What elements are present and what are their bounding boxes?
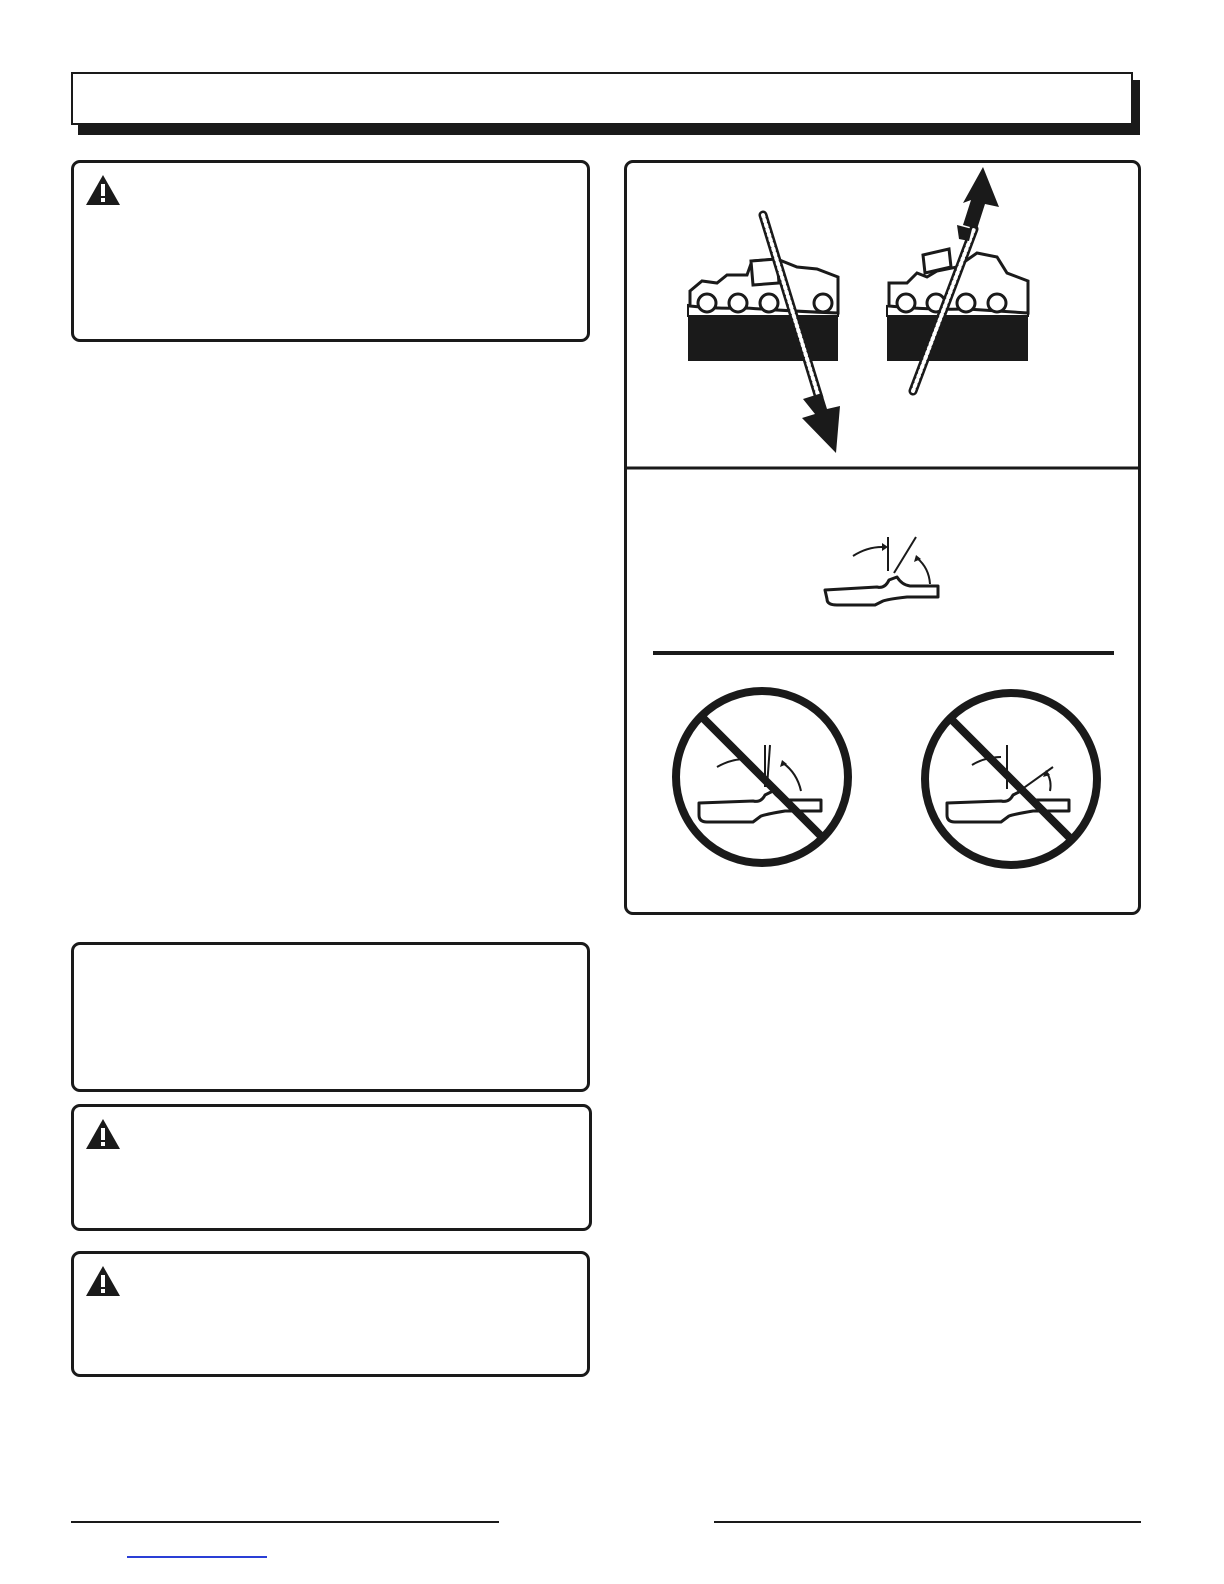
warning-box-lower: [71, 1251, 590, 1377]
chain-file-down-illustration: [688, 215, 840, 453]
correct-cutter-angle-icon: [825, 537, 938, 605]
footer-rule-left: [71, 1521, 499, 1523]
warning-triangle-icon: [85, 1265, 121, 1297]
incorrect-cutter-angle-icon-2: [925, 693, 1097, 865]
sharpening-figure-panel: [624, 160, 1141, 915]
footer-link[interactable]: [127, 1556, 267, 1558]
sharpening-illustration: [627, 163, 1138, 912]
warning-box-top: [71, 160, 590, 342]
warning-box-middle: [71, 1104, 592, 1231]
page-title-bar: [71, 72, 1133, 125]
warning-triangle-icon: [85, 1118, 121, 1150]
warning-triangle-icon: [85, 174, 121, 206]
footer-rule-right: [714, 1521, 1141, 1523]
incorrect-cutter-angle-icon-1: [676, 691, 848, 863]
chain-file-up-illustration: [887, 167, 1028, 391]
note-box: [71, 942, 590, 1092]
